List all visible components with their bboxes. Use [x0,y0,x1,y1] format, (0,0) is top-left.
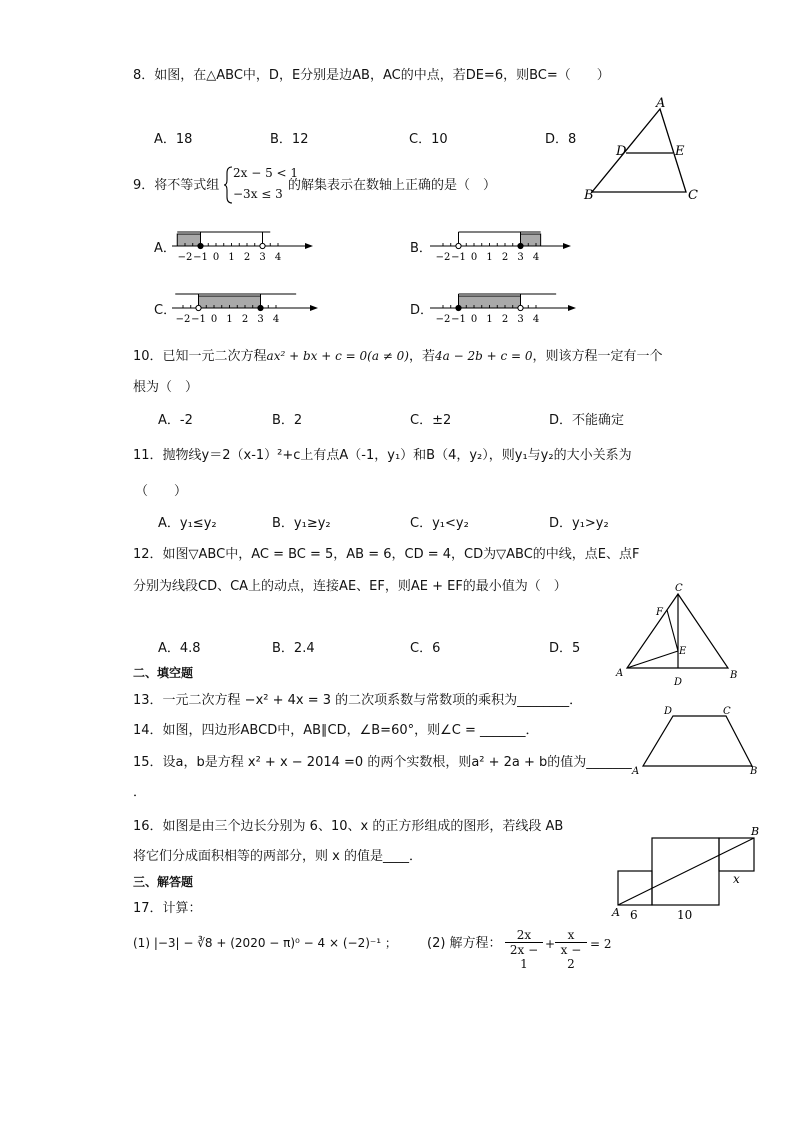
tick-label: 4 [532,252,540,263]
solution-shade [177,234,200,246]
q16-line1: 16．如图是由三个边长分别为 6、10、x 的正方形组成的图形，若线段 AB [133,819,564,834]
q11-option-c: C．y₁<y₂ [410,516,469,531]
tick-label: 1 [486,314,493,325]
q9-number-line-d [426,288,586,328]
q16-label-6: 6 [630,908,638,922]
q12-label-f: F [656,607,663,618]
q16-label-a: A [612,906,620,919]
q16-line2: 将它们分成面积相等的两部分，则 x 的值是____． [133,849,422,864]
section-solve: 三、解答题 [133,875,194,889]
tick-label: −2 [175,314,191,325]
q12-line1: 12．如图▽ABC中，AC = BC = 5，AB = 6，CD = 4，CD为▽ABC的中线，点E、点F [133,547,640,562]
q9-suffix: 的解集表示在数轴上正确的是（ ） [288,178,497,193]
q10-line1-a: 10．已知一元二次方程 [133,349,267,364]
tick-label: 4 [532,314,540,325]
q14-label-d: D [664,706,673,717]
q17-part1: (1) |−3| − ∛8 + (2020 − π)⁰ − 4 × (−2)⁻¹ ； [133,936,397,950]
tick-label: −1 [451,314,466,325]
q14-label-b: B [750,766,758,777]
section-fill-in: 二、填空题 [133,666,194,680]
q17-rhs: = 2 [590,937,612,951]
closed-point [258,305,263,310]
tick-label: −1 [193,252,208,263]
solution-shade [521,234,541,246]
closed-point [198,243,203,248]
q9-option-b: B． [410,241,432,256]
tick-label: 3 [259,252,266,263]
closed-point [456,305,461,310]
q17-frac2-den: x − 2 [555,942,587,971]
open-point [518,305,523,310]
q9-option-a: A． [154,241,176,256]
q12-label-a: A [616,668,624,679]
q15-line1: 15．设a，b是方程 x² + x − 2014 =0 的两个实数根，则a² + 2a + b的值为_______ [133,755,632,770]
q10-line2: 根为（ ） [133,380,199,395]
open-point [196,305,201,310]
q8-label-d: D [616,144,627,159]
axis-arrow [563,243,571,249]
q14-label-c: C [723,706,731,717]
q17-fraction-2 [555,928,587,971]
tick-label: −1 [451,252,466,263]
q14-label-a: A [632,766,640,777]
tick-label: −2 [435,252,451,263]
q8-label-c: C [688,188,698,203]
q8-triangle-figure [582,95,702,205]
tick-label: 3 [517,252,524,263]
q12-label-b: B [730,670,738,681]
q9-prefix: 9．将不等式组 [133,178,220,193]
q8-label-a: A [656,96,666,111]
tick-label: −2 [435,314,451,325]
axis-arrow [310,305,318,311]
q12-option-d: D．5 [549,641,581,656]
q17-frac1-den: 2x − 1 [505,942,543,971]
open-point [260,243,265,248]
tick-label: 0 [210,314,218,325]
tick-label: 2 [501,314,509,325]
q9-number-line-b [426,226,576,266]
tick-label: 2 [501,252,509,263]
q10-condition: 4a − 2b + c = 0 [435,349,533,363]
axis-arrow [305,243,313,249]
tick-label: −2 [177,252,193,263]
q17-part2-label: (2) 解方程： [427,936,502,951]
open-point [456,243,461,248]
q8-option-c: C．10 [409,132,448,147]
closed-point [518,243,523,248]
tick-label: 3 [517,314,524,325]
q12-label-d: D [674,677,683,688]
q17-plus: + [545,937,556,951]
tick-label: 3 [257,314,264,325]
tick-label: 1 [226,314,233,325]
q12-label-e: E [679,646,687,657]
q16-label-b: B [751,825,760,838]
q9-option-c: C． [154,303,177,318]
q14-trapezoid-figure [628,705,763,777]
q10-line1-c: ，则该方程一定有一个 [532,349,663,364]
q10-option-c: C．±2 [410,413,452,428]
q8-label-b: B [584,188,594,203]
q11-option-b: B．y₁≥y₂ [272,516,331,531]
q8-option-b: B．12 [270,132,309,147]
q16-label-10: 10 [677,908,693,922]
q17-fraction-1 [505,928,543,971]
q12-label-c: C [675,583,683,594]
q10-option-d: D．不能确定 [549,413,625,428]
tick-label: 1 [486,252,493,263]
tick-label: 0 [212,252,220,263]
tick-label: −1 [191,314,206,325]
q8-stem: 8．如图，在△ABC中，D，E分别是边AB，AC的中点，若DE=6，则BC=（ ） [133,68,610,83]
q8-option-a: A．18 [154,132,193,147]
tick-label: 2 [241,314,249,325]
q10-option-a: A．-2 [158,413,193,428]
q14-text: 14．如图，四边形ABCD中，AB∥CD，∠B=60°，则∠C = _______． [133,723,539,738]
q11-option-a: A．y₁≤y₂ [158,516,217,531]
tick-label: 4 [272,314,280,325]
q17-frac2-num: x [567,928,575,942]
q9-system-line1: 2x − 5 < 1 [233,166,299,180]
q9-number-line-c [168,288,328,328]
q10-line1 [133,350,663,363]
q11-option-d: D．y₁>y₂ [549,516,609,531]
q12-line2: 分别为线段CD、CA上的动点，连接AE、EF，则AE + EF的最小值为（ ） [133,579,567,594]
q11-line1: 11．抛物线y＝2（x-1）²+c上有点A（-1，y₁）和B（4，y₂），则y₁与y₂的大小关系为 [133,448,632,463]
tick-label: 2 [243,252,251,263]
tick-label: 4 [274,252,282,263]
tick-label: 0 [470,252,478,263]
q10-option-b: B．2 [272,413,303,428]
q12-option-a: A．4.8 [158,641,201,656]
tick-label: 0 [470,314,478,325]
q12-triangle-figure [612,582,747,687]
tick-label: 1 [228,252,235,263]
q17-frac1-num: 2x [516,928,532,942]
q9-number-line-a [168,226,318,266]
q16-squares-figure [610,824,770,924]
q12-option-b: B．2.4 [272,641,315,656]
axis-arrow [568,305,576,311]
q8-option-d: D．8 [545,132,577,147]
q9-system-line2: −3x ≤ 3 [233,187,283,201]
q11-line2: （ ） [135,484,188,499]
q8-label-e: E [675,144,685,159]
q10-line1-b: ，若 [408,349,435,364]
q10-equation: ax² + bx + c = 0(a ≠ 0) [266,349,409,363]
q15-line2: ． [133,785,147,800]
q12-option-c: C．6 [410,641,441,656]
q16-label-x: x [733,872,740,886]
q13-text: 13．一元二次方程 −x² + 4x = 3 的二次项系数与常数项的乘积为________． [133,693,583,708]
q17-title: 17．计算： [133,901,202,916]
q9-option-d: D． [410,303,434,318]
